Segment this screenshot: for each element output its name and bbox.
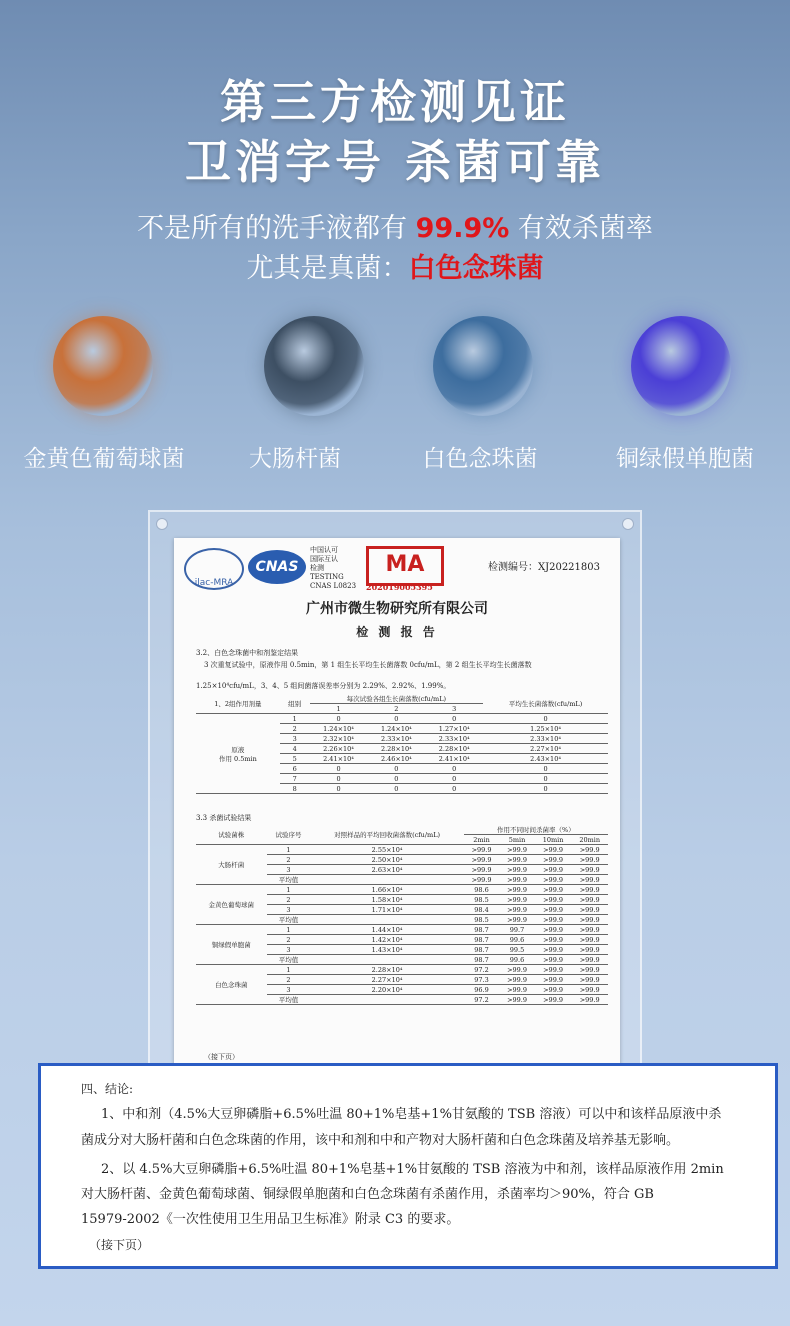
table-cell: >99.9 [535,995,572,1005]
pseudomonas-bacteria-icon [631,316,731,416]
table-header: 试验菌株 [196,825,267,845]
table-cell: 0 [310,714,368,724]
report-title: 检 测 报 告 [356,625,438,639]
headline-1: 第三方检测见证 [220,75,570,129]
table-cell: >99.9 [499,915,535,925]
cnas-caption-line: 中国认可 [310,546,338,554]
table-cell: >99.9 [571,845,608,855]
table-cell: 1.71×10⁴ [310,905,463,915]
table-cell: >99.9 [499,965,535,975]
table-cell: >99.9 [464,875,500,885]
table-cell: 0 [367,784,425,794]
table-cell: 8 [280,784,310,794]
table-cell: 99.7 [499,925,535,935]
table-cell: >99.9 [571,975,608,985]
section-3-2-desc-2: 1.25×10⁴cfu/mL，3、4、5 组间菌落误差率分别为 2.29%、2.92%、1.99%。 [196,682,451,690]
table-cell: 2.27×10⁴ [483,744,608,754]
table-cell: 1.24×10⁴ [367,724,425,734]
table-cell: 平均值 [267,995,311,1005]
table-cell: >99.9 [571,945,608,955]
table-cell: 2.33×10⁴ [483,734,608,744]
conclusion-p1-line1: 1、中和剂（4.5%大豆卵磷脂+6.5%吐温 80+1%皂基+1%甘氨酸的 TSB 溶液）可以中和该样品原液中杀 [101,1107,722,1122]
table-cell: 2.55×10⁴ [310,845,463,855]
cnas-caption-line: 国际互认 [310,555,338,563]
neutralizer-table [196,694,608,794]
table-header: 平均生长菌落数(cfu/mL) [483,694,608,714]
table-cell: 98.4 [464,905,500,915]
table-cell: 98.5 [464,895,500,905]
cnas-text: CNAS [255,559,299,575]
table-cell: 98.7 [464,945,500,955]
table-cell: >99.9 [571,855,608,865]
table-cell: >99.9 [499,865,535,875]
cnas-caption-line: 检测 [310,564,324,572]
table-cell: >99.9 [535,975,572,985]
candida-highlight: 白色念珠菌 [408,253,544,284]
table-row [196,925,608,935]
section-3-3-title: 3.3 杀菌试验结果 [196,814,252,822]
table-cell: >99.9 [464,865,500,875]
table-cell: 2.27×10⁴ [310,975,463,985]
staph-bacteria-icon [53,316,153,416]
microbe-label: 金黄色葡萄球菌 [23,446,185,472]
table-cell: 3 [267,985,311,995]
dose-label-line: 作用 0.5min [218,754,257,763]
table-cell: 1.24×10⁴ [310,724,368,734]
table-cell: >99.9 [571,995,608,1005]
screw-icon [156,518,168,530]
report-number: 检测编号：XJ20221803 [487,562,600,573]
table-cell: 1 [267,885,311,895]
strain-name: 金黄色葡萄球菌 [196,885,267,925]
subtitle-1 [0,206,790,245]
table-cell: 3 [267,865,311,875]
table-cell: 97.2 [464,995,500,1005]
ilac-text: ilac-MRA [194,578,234,588]
table-cell: 1.44×10⁴ [310,925,463,935]
subtitle-2-pre: 尤其是真菌： [246,253,409,284]
table-cell: >99.9 [535,895,572,905]
table-cell: 98.6 [464,885,500,895]
table-cell: 2.41×10⁴ [425,754,483,764]
table-cell: >99.9 [535,845,572,855]
table-cell: 0 [425,764,483,774]
table-cell: 2 [280,724,310,734]
table-cell: >99.9 [499,845,535,855]
table-cell: 1 [267,965,311,975]
table-cell: >99.9 [571,965,608,975]
cnas-caption-line: TESTING [310,573,344,581]
table-cell: >99.9 [499,895,535,905]
table-cell: 0 [483,784,608,794]
microbe-label: 白色念珠菌 [422,446,538,472]
cnas-caption-line: CNAS L0823 [310,582,357,590]
table-subheader: 20min [571,835,608,845]
table-cell: 2.50×10⁴ [310,855,463,865]
table-cell: 2.26×10⁴ [310,744,368,754]
test-report-page [174,538,620,1066]
table-cell: 99.5 [499,945,535,955]
table-cell: 1.27×10⁴ [425,724,483,734]
table-cell: >99.9 [535,945,572,955]
table-cell: 5 [280,754,310,764]
table-cell: >99.9 [571,935,608,945]
table-cell: 平均值 [267,955,311,965]
subtitle-2 [0,246,790,285]
microbe-label: 铜绿假单胞菌 [616,446,754,472]
table-cell: >99.9 [464,855,500,865]
table-row [196,965,608,975]
table-cell: 3 [267,905,311,915]
conclusion-box [38,1063,778,1269]
table-cell: 97.3 [464,975,500,985]
table-cell: 1 [267,845,311,855]
table-cell: >99.9 [571,895,608,905]
table-cell: 1 [267,925,311,935]
strain-name: 铜绿假单胞菌 [196,925,267,965]
table-cell: >99.9 [499,855,535,865]
table-cell [310,995,463,1005]
table-cell: 2 [267,975,311,985]
table-header: 作用不同时间杀菌率（%） [464,825,608,835]
subtitle-1-post: 有效杀菌率 [509,213,653,244]
table-cell: 2.33×10⁴ [425,734,483,744]
cma-logo [366,546,444,586]
dose-label-line: 原液 [231,745,245,754]
table-cell: >99.9 [535,905,572,915]
table-cell: 0 [483,764,608,774]
table-cell: >99.9 [571,915,608,925]
table-row [196,845,608,855]
ilac-mra-logo [184,548,244,590]
cnas-caption [310,546,370,591]
table-cell [310,955,463,965]
table-cell: >99.9 [535,925,572,935]
table-cell: >99.9 [571,955,608,965]
table-cell: 97.2 [464,965,500,975]
table-cell: 2.28×10⁴ [425,744,483,754]
conclusion-p1-line2: 菌成分对大肠杆菌和白色念珠菌的作用，该中和剂和中和产物对大肠杆菌和白色念珠菌及培养基无影响。 [81,1133,680,1148]
subtitle-1-pre: 不是所有的洗手液都有 [137,213,416,244]
certification-logos [180,544,610,590]
table-cell: 1 [280,714,310,724]
table-cell: >99.9 [571,905,608,915]
table-cell: 0 [367,774,425,784]
company-name: 广州市微生物研究所有限公司 [306,601,488,617]
table-cell: 0 [483,714,608,724]
table-cell: >99.9 [535,935,572,945]
table-cell: >99.9 [464,845,500,855]
strain-name: 白色念珠菌 [196,965,267,1005]
table-cell: 2.28×10⁴ [310,965,463,975]
table-cell: >99.9 [571,875,608,885]
table-cell: 2.32×10⁴ [310,734,368,744]
table-cell: 2.46×10⁴ [367,754,425,764]
table-cell: 0 [425,774,483,784]
table-cell: 2.41×10⁴ [310,754,368,764]
table-cell: >99.9 [535,885,572,895]
table-cell: 1.43×10⁴ [310,945,463,955]
table-cell: 2.20×10⁴ [310,985,463,995]
kill-rate: 99.9% [415,213,510,244]
table-cell: 4 [280,744,310,754]
table-cell: >99.9 [535,985,572,995]
table-header: 1、2组作用剂量 [196,694,280,714]
table-cell: 98.7 [464,935,500,945]
table-cell: >99.9 [571,925,608,935]
table-cell: 2 [267,895,311,905]
table-cell: >99.9 [499,875,535,885]
table-cell: >99.9 [499,885,535,895]
cnas-logo [248,550,306,584]
section-3-2-title: 3.2、白色念珠菌中和剂鉴定结果 [196,649,299,657]
screw-icon [622,518,634,530]
conclusion-p2-line1: 2、以 4.5%大豆卵磷脂+6.5%吐温 80+1%皂基+1%甘氨酸的 TSB 溶液为中和剂，该样品原液作用 2min [101,1162,724,1177]
table-cell [310,875,463,885]
table-cell: 1.66×10⁴ [310,885,463,895]
table-cell: 平均值 [267,875,311,885]
dose-label [196,714,280,794]
table-header: 试验序号 [267,825,311,845]
ecoli-bacteria-icon [264,316,364,416]
headline-2: 卫消字号 杀菌可靠 [184,135,605,189]
table-cell: >99.9 [499,995,535,1005]
table-subheader: 5min [499,835,535,845]
table-cell: 2.43×10⁴ [483,754,608,764]
table-cell: >99.9 [499,905,535,915]
table-cell: 3 [267,945,311,955]
table-cell: 1.25×10⁴ [483,724,608,734]
table-cell: >99.9 [499,985,535,995]
cma-number: 202019005395 [366,582,433,592]
table-cell: 0 [367,764,425,774]
section-3-2-desc: 3 次重复试验中，原液作用 0.5min，第 1 组生长平均生长菌落数 0cfu/mL，第 2 组生长平均生长菌落数 [204,661,532,669]
table-cell: 98.7 [464,925,500,935]
conclusion-continued: （接下页） [89,1238,150,1252]
table-cell: 0 [483,774,608,784]
table-cell: 2.63×10⁴ [310,865,463,875]
table-cell: 0 [367,714,425,724]
table-cell: >99.9 [535,955,572,965]
table-row [196,714,608,724]
table-cell: >99.9 [535,965,572,975]
table-cell: >99.9 [535,865,572,875]
strain-name: 大肠杆菌 [196,845,267,885]
table-cell: >99.9 [571,885,608,895]
conclusion-p2-line3: 15979-2002《一次性使用卫生用品卫生标准》附录 C3 的要求。 [81,1212,460,1227]
microbe-label: 大肠杆菌 [249,446,341,472]
table-cell: >99.9 [535,915,572,925]
table-cell: 平均值 [267,915,311,925]
table-cell: >99.9 [499,975,535,985]
cma-text: MA [385,552,425,577]
table-cell: 98.5 [464,915,500,925]
candida-fungus-icon [433,316,533,416]
conclusion-p2-line2: 对大肠杆菌、金黄色葡萄球菌、铜绿假单胞菌和白色念珠菌有杀菌作用，杀菌率均＞90%，符合 GB [81,1187,654,1202]
table-cell: 2.28×10⁴ [367,744,425,754]
table-cell: 0 [425,714,483,724]
bactericidal-table [196,825,608,1005]
table-subheader: 3 [425,704,483,714]
table-cell: 96.9 [464,985,500,995]
table-subheader: 2 [367,704,425,714]
table-cell: 2.33×10⁴ [367,734,425,744]
report-continued: （接下页） [204,1053,239,1061]
table-cell: 99.6 [499,935,535,945]
table-header: 组别 [280,694,310,714]
table-cell: 7 [280,774,310,784]
table-cell: >99.9 [535,875,572,885]
table-cell: 6 [280,764,310,774]
table-row [196,885,608,895]
table-subheader: 2min [464,835,500,845]
conclusion-heading: 四、结论: [81,1082,134,1096]
table-cell: 0 [310,774,368,784]
table-cell: 0 [310,784,368,794]
table-cell: 1.58×10⁴ [310,895,463,905]
table-cell: 0 [310,764,368,774]
table-cell: >99.9 [571,865,608,875]
table-cell: 1.42×10⁴ [310,935,463,945]
table-cell: >99.9 [571,985,608,995]
table-cell: 98.7 [464,955,500,965]
table-cell: >99.9 [535,855,572,865]
table-header: 每次试验各组生长菌落数(cfu/mL) [310,694,483,704]
table-cell: 2 [267,855,311,865]
table-subheader: 10min [535,835,572,845]
table-subheader: 1 [310,704,368,714]
table-cell: 99.6 [499,955,535,965]
table-cell: 3 [280,734,310,744]
table-header: 对照样品的平均回收菌落数(cfu/mL) [310,825,463,845]
table-cell: 2 [267,935,311,945]
table-cell [310,915,463,925]
table-cell: 0 [425,784,483,794]
